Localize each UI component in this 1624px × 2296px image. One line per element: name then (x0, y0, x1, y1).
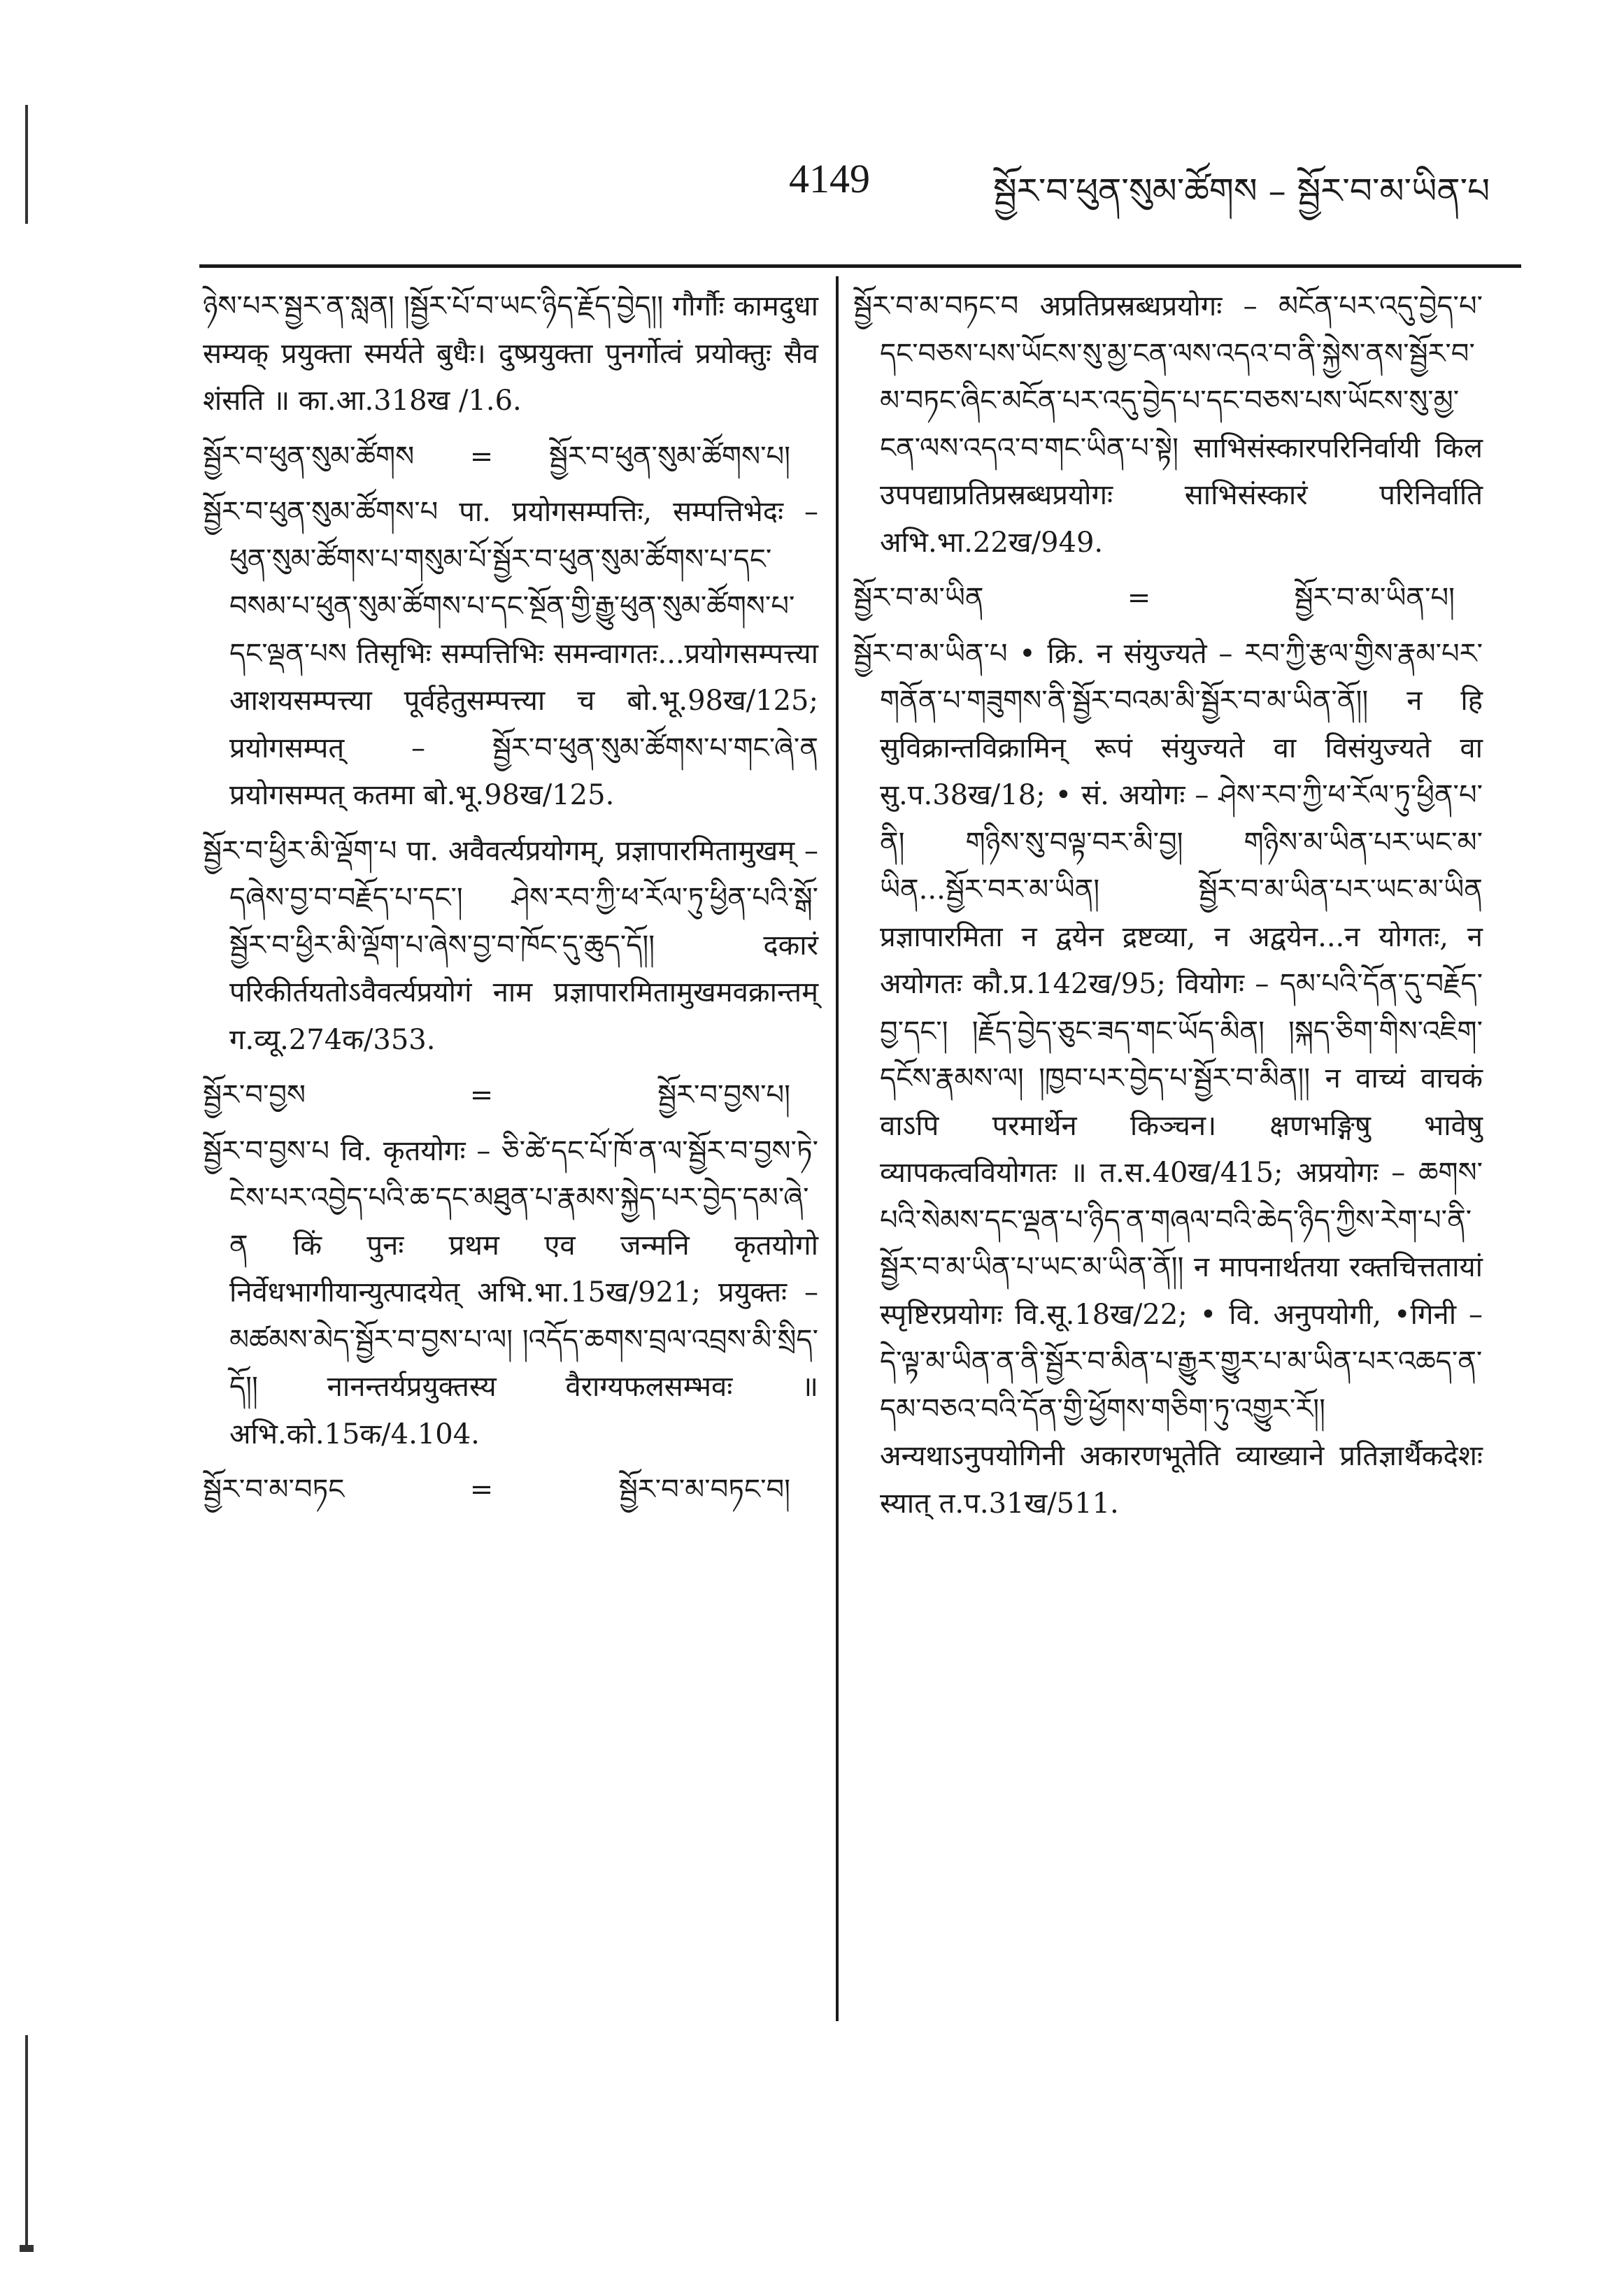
cross-reference (203, 1467, 818, 1514)
reference-target: སྦྱོར་བ་བྱས་པ། (657, 1079, 790, 1111)
equals-sign: = (469, 1474, 494, 1506)
headword: སྦྱོར་བ་བྱས (203, 1079, 306, 1111)
running-head: སྦྱོར་བ་ཕུན་སུམ་ཚོགས – སྦྱོར་བ་མ་ཡིན་པ (993, 171, 1490, 211)
equals-sign: = (469, 440, 494, 473)
cross-reference (203, 434, 818, 481)
margin-mark (20, 2245, 34, 2252)
reference-target: སྦྱོར་བ་ཕུན་སུམ་ཚོགས་པ། (548, 440, 790, 473)
dictionary-continuation: ཉེས་པར་སྦྱར་ན་སླན། །སྦྱོར་པོ་བ་ཡང་ཉིད་རྗོད་བྱེད།། गौर्गौः कामदुधा सम्यक् प्रयुक्ता स्मर्यते बुधैः। दुष्प्रयुक्ता पुनर्गोत्वं प्रयोक्तुः सैव शंसति ॥ का.आ.318ख /1.6. (203, 290, 818, 417)
dictionary-entry: སྦྱོར་བ་བྱས་པ वि. कृतयोगः – ཅི་ཚེ་དང་པོ་ཁོ་ན་ལ་སྦྱོར་བ་བྱས་ཏེ་ངེས་པར་འབྱེད་པའི་ཆ་དང་མཐུན་པ་རྣམས་སྐྱེད་པར་བྱེད་དམ་ཞེ་ན किं पुनः प्रथम एव जन्मनि कृतयोगो निर्वेधभागीयान्युत्पादयेत् अभि.भा.15ख/921; प्रयुक्तः – མཚམས་མེད་སྦྱོར་བ་བྱས་པ་ལ། །འདོད་ཆགས་བྲལ་འབྲས་མི་སྲིད་དོ།། नानन्तर्यप्रयुक्तस्य वैराग्यफलसम्भवः ॥ अभि.को.15क/4.104. (203, 1134, 818, 1450)
headword: སྦྱོར་བ་མ་བཏང (203, 1474, 345, 1506)
headword: སྦྱོར་བ་མ་ཡིན (853, 582, 984, 614)
right-column (853, 283, 1483, 1536)
headword: སྦྱོར་བ་ཕུན་སུམ་ཚོགས (203, 440, 415, 473)
reference-target: སྦྱོར་བ་མ་ཡིན་པ། (1294, 582, 1455, 614)
equals-sign: = (1127, 582, 1151, 614)
dictionary-entry: སྦྱོར་བ་ཕྱིར་མི་ལྡོག་པ पा. अवैवर्त्यप्रयोगम्, प्रज्ञापारमितामुखम् – དཞེས་བྱ་བ་བརྗོད་པ་དང་། ཤེས་རབ་ཀྱི་ཕ་རོལ་ཏུ་ཕྱིན་པའི་སྒོ་སྦྱོར་བ་ཕྱིར་མི་ལྡོག་པ་ཞེས་བྱ་བ་ཁོང་དུ་ཆུད་དོ།། दकारं परिकीर्तयतोऽवैवर्त्यप्रयोगं नाम प्रज्ञापारमितामुखमवक्रान्तम् ग.व्यू.274क/353. (203, 834, 818, 1056)
cross-reference (853, 575, 1483, 622)
dictionary-entry: སྦྱོར་བ་མ་ཡིན་པ • क्रि. न संयुज्यते – རབ་ཀྱི་རྩལ་གྱིས་རྣམ་པར་གནོན་པ་གཟུགས་ནི་སྦྱོར་བའམ་མི་སྦྱོར་བ་མ་ཡིན་ནོ།། न हि सुविक्रान्तविक्रामिन् रूपं संयुज्यते वा विसंयुज्यते वा सु.प.38ख/18; • सं. अयोगः – ཤེས་རབ་ཀྱི་ཕ་རོལ་ཏུ་ཕྱིན་པ་ནི། གཉིས་སུ་བལྟ་བར་མི་བྱ། གཉིས་མ་ཡིན་པར་ཡང་མ་ཡིན...སྦྱོར་བར་མ་ཡིན། སྦྱོར་བ་མ་ཡིན་པར་ཡང་མ་ཡིན प्रज्ञापारमिता न द्वयेन द्रष्टव्या, न अद्वयेन...न योगतः, न अयोगतः कौ.प्र.142ख/95; वियोगः – དམ་པའི་དོན་དུ་བརྗོད་བྱ་དང་། །རྗོད་བྱེད་ཅུང་ཟད་གང་ཡོད་མིན། །སྐད་ཅིག་གིས་འཇིག་དངོས་རྣམས་ལ། །ཁྱབ་པར་བྱེད་པ་སྦྱོར་བ་མིན།། न वाच्यं वाचकं वाऽपि परमार्थेन किञ्चन। क्षणभङ्गिषु भावेषु व्यापकत्ववियोगतः ॥ त.स.40ख/415; अप्रयोगः – ཆགས་པའི་སེམས་དང་ལྡན་པ་ཉིད་ན་གཞལ་བའི་ཆེད་ཉིད་ཀྱིས་རེག་པ་ནི་སྦྱོར་བ་མ་ཡིན་པ་ཡང་མ་ཡིན་ནོ།། न मापनार्थतया रक्तचित्ततायां स्पृष्टिरप्रयोगः वि.सू.18ख/22; • वि. अनुपयोगी, •गिनी – དེ་ལྟ་མ་ཡིན་ན་ནི་སྦྱོར་བ་མིན་པ་རྒྱུར་གྱུར་པ་མ་ཡིན་པར་འཆད་ན་དམ་བཅའ་བའི་དོན་གྱི་ཕྱོགས་གཅིག་ཏུ་འགྱུར་རོ།། अन्यथाऽनुपयोगिनी अकारणभूतेति व्याख्याने प्रतिज्ञार्थैकदेशः स्यात् त.प.31ख/511. (853, 637, 1483, 1520)
dictionary-entry: སྦྱོར་བ་མ་བཏང་བ अप्रतिप्रस्रब्धप्रयोगः – མངོན་པར་འདུ་བྱེད་པ་དང་བཅས་པས་ཡོངས་སུ་མྱ་ངན་ལས་འདའ་བ་ནི་སྐྱེས་ནས་སྦྱོར་བ་མ་བཏང་ཞིང་མངོན་པར་འདུ་བྱེད་པ་དང་བཅས་པས་ཡོངས་སུ་མྱ་ངན་ལས་འདའ་བ་གང་ཡིན་པ་སྟེ། साभिसंस्कारपरिनिर्वायी किल उपपद्याप्रतिप्रस्रब्धप्रयोगः साभिसंस्कारं परिनिर्वाति अभि.भा.22ख/949. (853, 290, 1483, 559)
column-divider (836, 276, 839, 2021)
margin-mark (25, 105, 28, 224)
dictionary-entry: སྦྱོར་བ་ཕུན་སུམ་ཚོགས་པ पा. प्रयोगसम्पत्तिः, सम्पत्तिभेदः – ཕུན་སུམ་ཚོགས་པ་གསུམ་པོ་སྦྱོར་བ་ཕུན་སུམ་ཚོགས་པ་དང་བསམ་པ་ཕུན་སུམ་ཚོགས་པ་དང་སྔོན་གྱི་རྒྱུ་ཕུན་སུམ་ཚོགས་པ་དང་ལྡན་པས तिसृभिः सम्पत्तिभिः समन्वागतः...प्रयोगसम्पत्त्या आशयसम्पत्त्या पूर्वहेतुसम्पत्त्या च बो.भू.98ख/125; प्रयोगसम्पत् – སྦྱོར་བ་ཕུན་སུམ་ཚོགས་པ་གང་ཞེ་ན प्रयोगसम्पत् कतमा बो.भू.98ख/125. (203, 496, 818, 811)
page-number: 4149 (789, 156, 870, 201)
header-rule (199, 264, 1521, 268)
equals-sign: = (469, 1079, 494, 1111)
left-column (203, 283, 818, 1523)
cross-reference (203, 1072, 818, 1120)
reference-target: སྦྱོར་བ་མ་བཏང་བ། (618, 1474, 790, 1506)
margin-mark (25, 2035, 28, 2245)
